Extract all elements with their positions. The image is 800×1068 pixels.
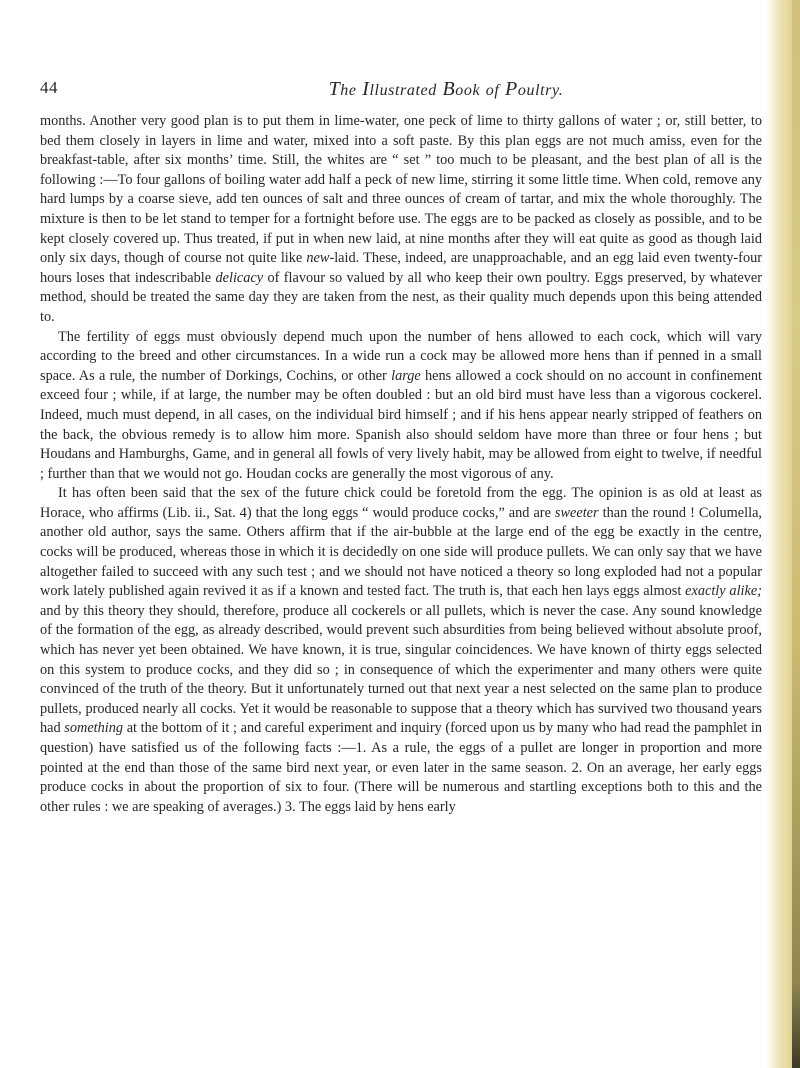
emphasis-text: sweeter xyxy=(554,504,599,521)
paragraph xyxy=(40,484,762,817)
paragraph xyxy=(40,112,762,328)
title-book-rest: ook xyxy=(455,82,481,99)
page-number: 44 xyxy=(40,78,58,97)
text-segment: than the round ! Columella, another old author, says the same. Others affirm that if the air-bubble at the large end of the egg be exactly in the centre, cocks will be produced, whereas those in which it is decidedly on one side will produce pullets. We can only say that we have altogether failed to succeed with any such test ; and we should not have noticed a theory so long exploded had not a popular work lately published again revived it as if a known and tested fact. The truth is, that each hen lays eggs almost xyxy=(40,504,762,600)
page-edge-shadow xyxy=(766,0,800,1068)
text-segment: The fertility of eggs must obviously depend much upon the number of hens allowed to each cock, which will vary according to the breed and other circumstances. In a wide run a cock may be allowed more hens than if penned in a small space. As a rule, the number of Dorkings, Cochins, or other xyxy=(40,328,762,384)
text-segment: -laid. These, indeed, are unapproachable, and an egg laid even twenty-four hours loses that indescribable xyxy=(40,250,763,286)
page-header xyxy=(40,78,762,102)
paragraph xyxy=(40,328,762,485)
title-the-cap: T xyxy=(328,78,341,100)
emphasis-text: new xyxy=(306,250,330,267)
text-segment: at the bottom of it ; and careful experiment and inquiry (forced upon us by many who had read the pamphlet in question) have satisfied us of the following facts :—1. As a rule, the eggs of a pullet are longer in proportion and more pointed at the end than those of the same bird next year, or even later in the same season. 2. On an average, her early eggs produce cocks in about the proportion of six to four. (There will be numerous and startling exceptions both to this and the other rules : we are speaking of averages.) 3. The eggs laid by hens early xyxy=(40,720,762,815)
emphasis-text: exactly alike; xyxy=(685,583,762,600)
text-segment: of flavour so valued by all who keep their own poultry. Eggs preserved, by whatever method, should be treated the same day they are taken from the nest, as their quality much depends upon this being attended to. xyxy=(40,269,762,325)
emphasis-text: something xyxy=(64,720,124,737)
title-book-cap: B xyxy=(442,78,456,100)
title-the-rest: he xyxy=(340,82,357,99)
body-text xyxy=(40,112,762,817)
text-segment: It has often been said that the sex of the future chick could be foretold from the egg. The opinion is as old at least as Horace, who affirms (Lib. ii., Sat. 4) that the long eggs “ would produce cocks,” and are xyxy=(40,485,762,521)
title-poultry-rest: oultry. xyxy=(517,82,564,99)
text-segment: and by this theory they should, therefore, produce all cockerels or all pullets, which is never the case. Any sound knowledge of the formation of the egg, as already described, would prevent such absurdities from being believed without absolute proof, which has never yet been obtained. We have known, it is true, singular coincidences. We have known of thirty eggs selected on this system to produce cocks, and they did so ; in consequence of which the experimenter and many others were quite convinced of the truth of the theory. But it unfortunately turned out that next year a nest selected on the same plan to produce pullets, produced nearly all cocks. Yet it would be reasonable to suppose that a theory which has survived two thousand years had xyxy=(40,602,762,737)
emphasis-text: large xyxy=(391,367,421,384)
running-title xyxy=(130,78,762,101)
title-of: of xyxy=(485,82,500,99)
title-illustrated-cap: I xyxy=(362,78,370,100)
title-illustrated-rest: llustrated xyxy=(369,82,437,99)
emphasis-text: delicacy xyxy=(215,269,264,286)
text-segment: months. Another very good plan is to put them in lime-water, one peck of lime to thirty gallons of water ; or, still better, to bed them closely in layers in lime and water, mixed into a soft paste. By this plan eggs are not much amiss, even for the breakfast-table, after six months’ time. Still, the whites are “ set ” too much to be pleasant, and the best plan of all is the following :—To four gallons of boiling water add half a peck of new lime, stirring it some little time. When cold, remove any hard lumps by a coarse sieve, add ten ounces of salt and three ounces of cream of tartar, and mix the whole thoroughly. The mixture is then to be let stand to temper for a fortnight before use. The eggs are to be packed as closely as possible, and to be kept closely covered up. Thus treated, if put in when new laid, at nine months after they will eat quite as good as though laid only six days, though of course not quite like xyxy=(40,113,762,267)
text-segment: hens allowed a cock should on no account in confinement exceed four ; while, if at large, the number may be often doubled : but an old bird must have less than a vigorous cockerel. Indeed, much must depend, in all cases, on the individual bird himself ; and if his hens appear nearly stripped of feathers on the back, the obvious remedy is to allow him more. Spanish also should seldom have more than three or four hens ; but Houdans and Hamburghs, Game, and in general all fowls of very lively habit, may be allowed from eight to twelve, if needful ; further than that we would not go. Houdan cocks are generally the most vigorous of any. xyxy=(40,367,762,482)
title-poultry-cap: P xyxy=(505,78,518,100)
